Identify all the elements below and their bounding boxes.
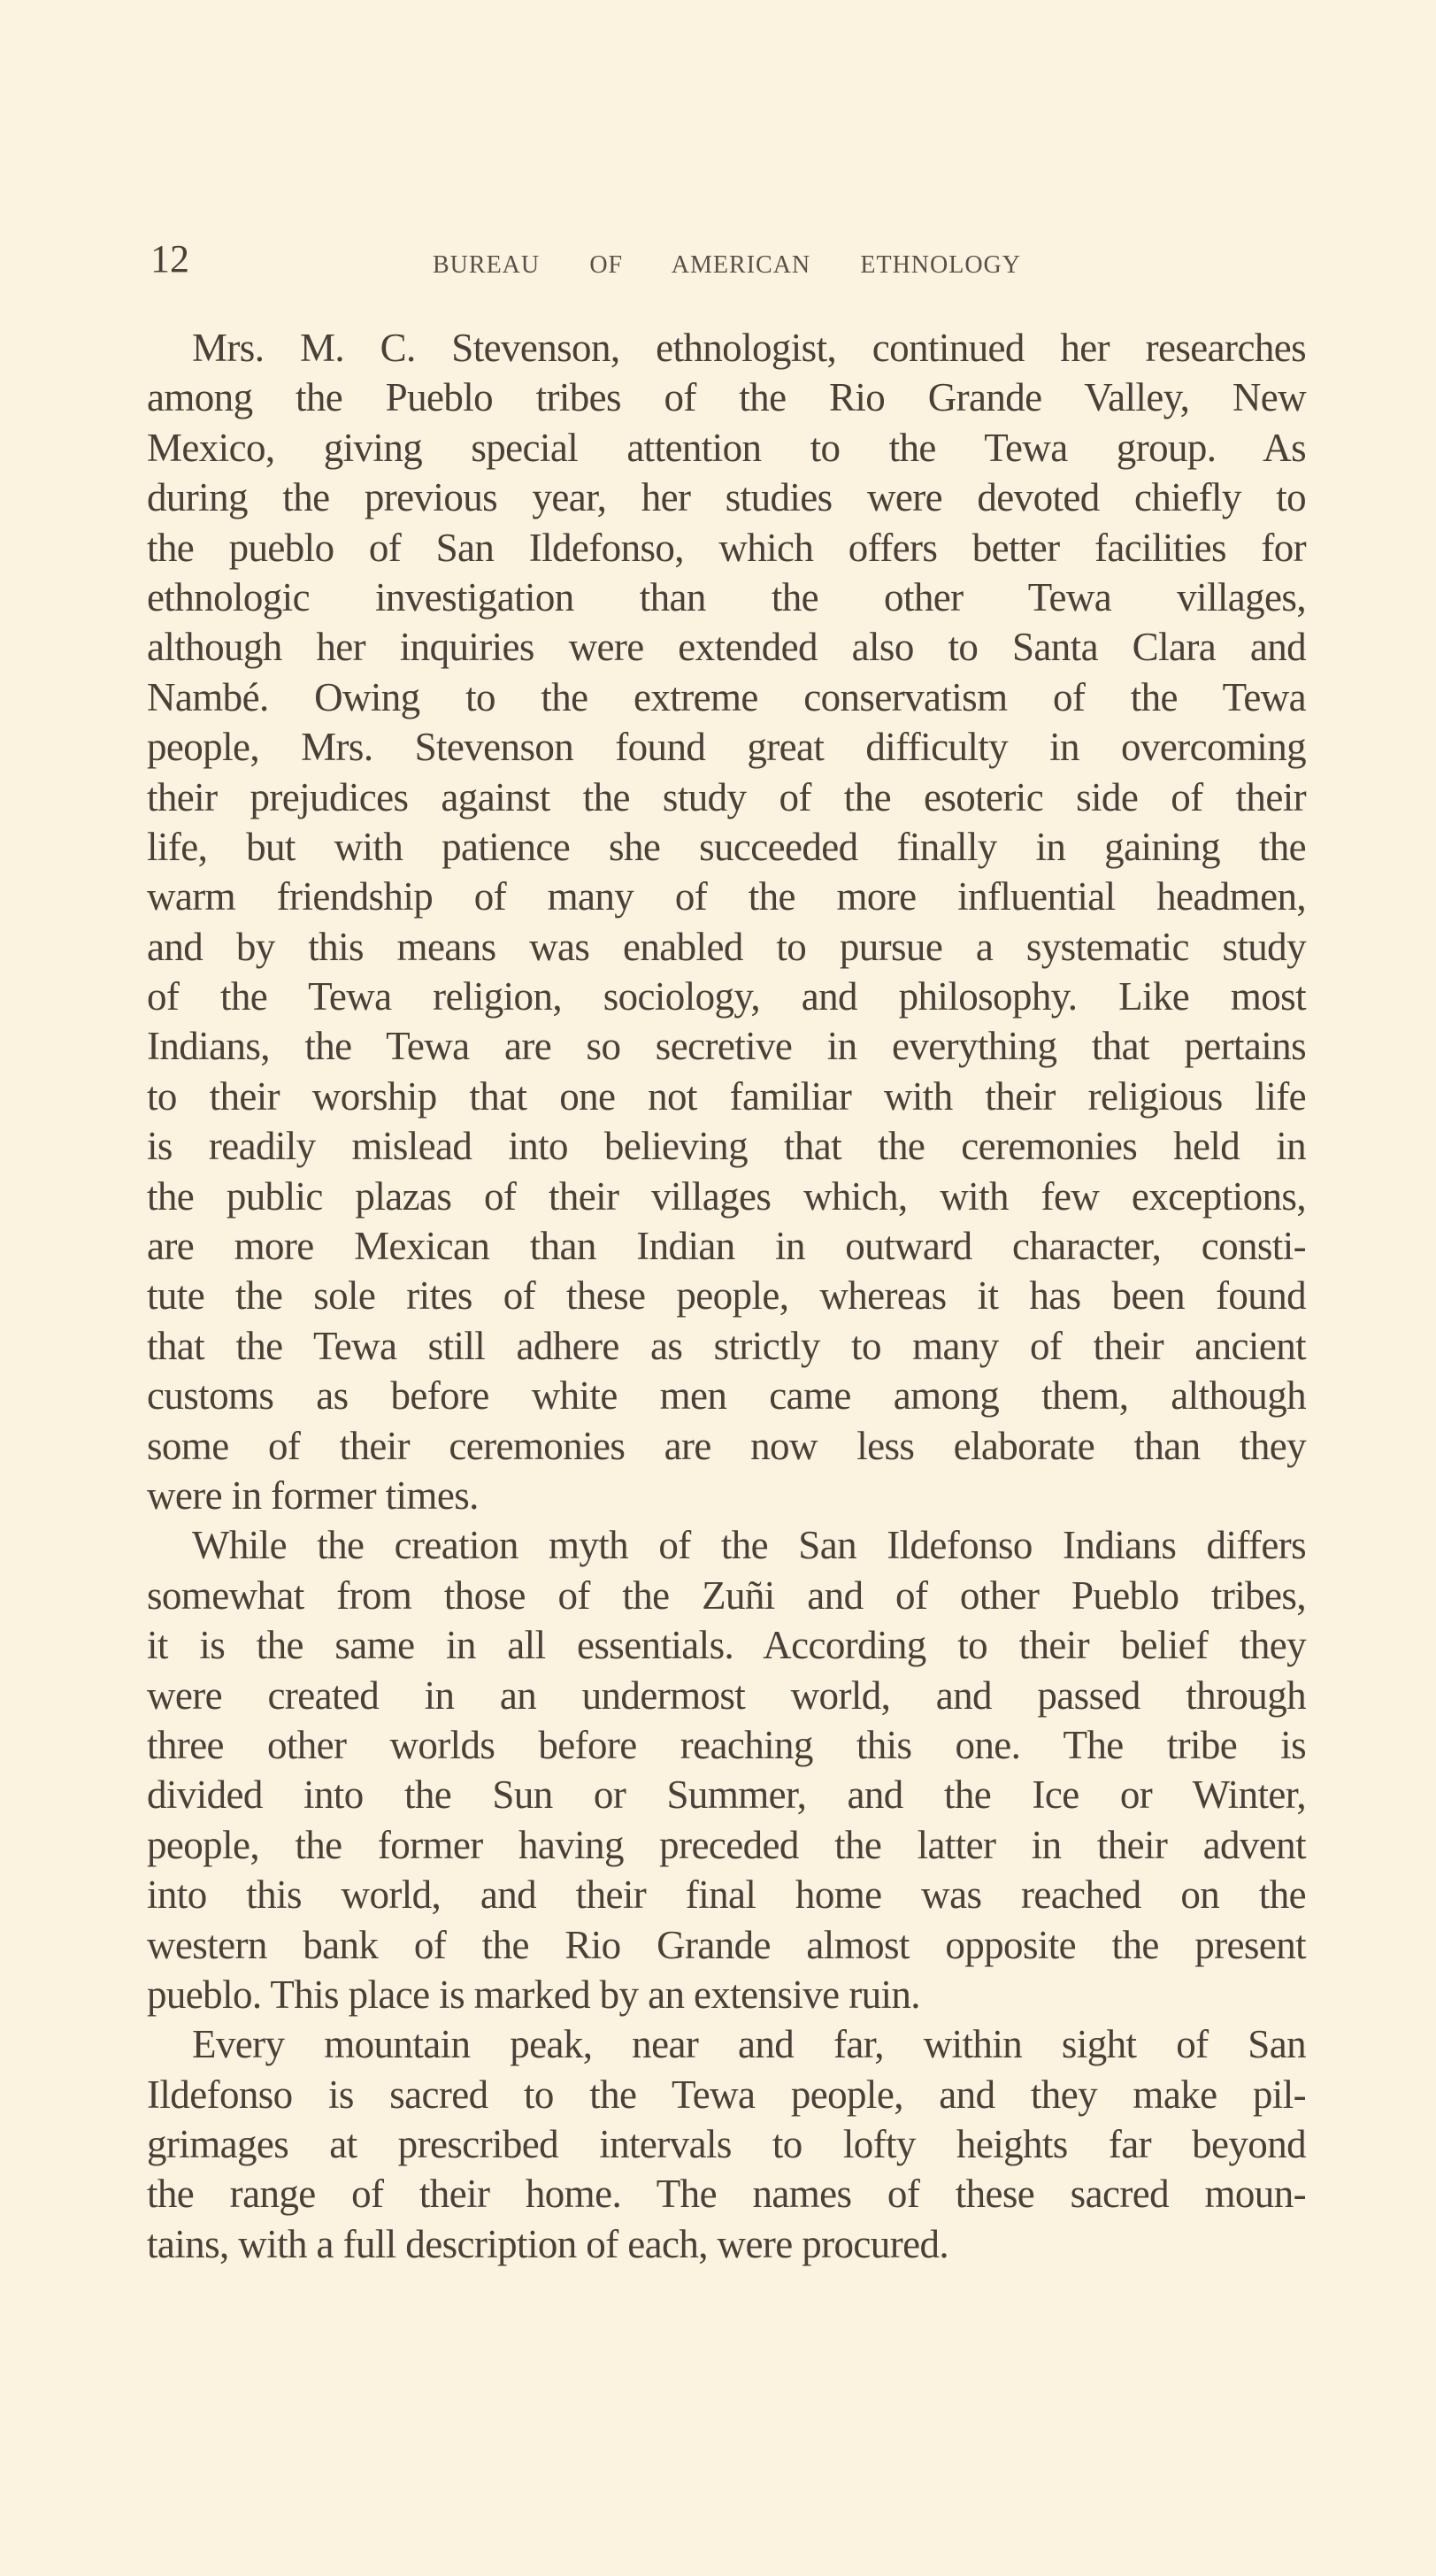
text-line: people, the former having preceded the latter in their advent: [147, 1822, 1306, 1867]
running-head: BUREAU OF AMERICAN ETHNOLOGY: [433, 251, 1021, 279]
text-line: to their worship that one not familiar with their religious life: [147, 1073, 1306, 1119]
text-line: some of their ceremonies are now less elaborate than they: [147, 1423, 1306, 1468]
text-line: tute the sole rites of these people, whereas it has been found: [147, 1273, 1306, 1319]
paragraph: [147, 1520, 1306, 2019]
text-line: customs as before white men came among them, although: [147, 1373, 1306, 1419]
page-number: 12: [150, 237, 189, 281]
text-line: Mrs. M. C. Stevenson, ethnologist, continued her researches: [192, 326, 1306, 370]
text-line: their prejudices against the study of the esoteric side of their: [147, 774, 1306, 819]
paragraph: [147, 2019, 1306, 2269]
text-line: although her inquiries were extended also to Santa Clara and: [147, 625, 1306, 670]
text-line: the range of their home. The names of these sacred moun-: [147, 2172, 1306, 2217]
text-line: Mexico, giving special attention to the Tewa group. As: [147, 425, 1306, 470]
text-line: grimages at prescribed intervals to lofty heights far beyond: [147, 2122, 1306, 2167]
text-line: among the Pueblo tribes of the Rio Grande Valley, New: [147, 375, 1306, 420]
text-line: divided into the Sun or Summer, and the Ice or Winter,: [147, 1772, 1306, 1818]
text-line: the pueblo of San Ildefonso, which offers better facilities for: [147, 525, 1306, 570]
text-line: Every mountain peak, near and far, within sight of San: [192, 2022, 1306, 2067]
paragraph: [147, 323, 1306, 1520]
text-line: is readily mislead into believing that the ceremonies held in: [147, 1124, 1306, 1169]
text-line: ethnologic investigation than the other Tewa villages,: [147, 574, 1306, 619]
text-line: pueblo. This place is marked by an extensive ruin.: [147, 1972, 920, 2017]
text-line: tains, with a full description of each, were procured.: [147, 2221, 949, 2266]
text-line: somewhat from those of the Zuñi and of other Pueblo tribes,: [147, 1573, 1306, 1618]
text-line: the public plazas of their villages which, with few exceptions,: [147, 1173, 1306, 1219]
text-line: three other worlds before reaching this one. The tribe is: [147, 1722, 1306, 1767]
text-line: people, Mrs. Stevenson found great difficulty in overcoming: [147, 725, 1306, 770]
text-line: that the Tewa still adhere as strictly to many of their ancient: [147, 1323, 1306, 1368]
text-line: into this world, and their final home was reached on the: [147, 1872, 1306, 1918]
text-line: of the Tewa religion, sociology, and philosophy. Like most: [147, 974, 1306, 1019]
text-line: were created in an undermost world, and passed through: [147, 1672, 1306, 1718]
text-line: Nambé. Owing to the extreme conservatism of the Tewa: [147, 674, 1306, 719]
text-line: are more Mexican than Indian in outward character, consti-: [147, 1224, 1306, 1269]
text-line: were in former times.: [147, 1473, 479, 1518]
body-text: [147, 323, 1306, 2269]
text-line: life, but with patience she succeeded finally in gaining the: [147, 824, 1306, 869]
text-line: Ildefonso is sacred to the Tewa people, and they make pil-: [147, 2072, 1306, 2117]
text-line: Indians, the Tewa are so secretive in everything that pertains: [147, 1024, 1306, 1069]
text-line: during the previous year, her studies were devoted chiefly to: [147, 475, 1306, 520]
text-line: While the creation myth of the San Ildefonso Indians differs: [192, 1523, 1306, 1568]
text-line: it is the same in all essentials. According to their belief they: [147, 1623, 1306, 1668]
text-line: warm friendship of many of the more influential headmen,: [147, 874, 1306, 919]
text-line: western bank of the Rio Grande almost opposite the present: [147, 1922, 1306, 1967]
text-line: and by this means was enabled to pursue a systematic study: [147, 924, 1306, 969]
